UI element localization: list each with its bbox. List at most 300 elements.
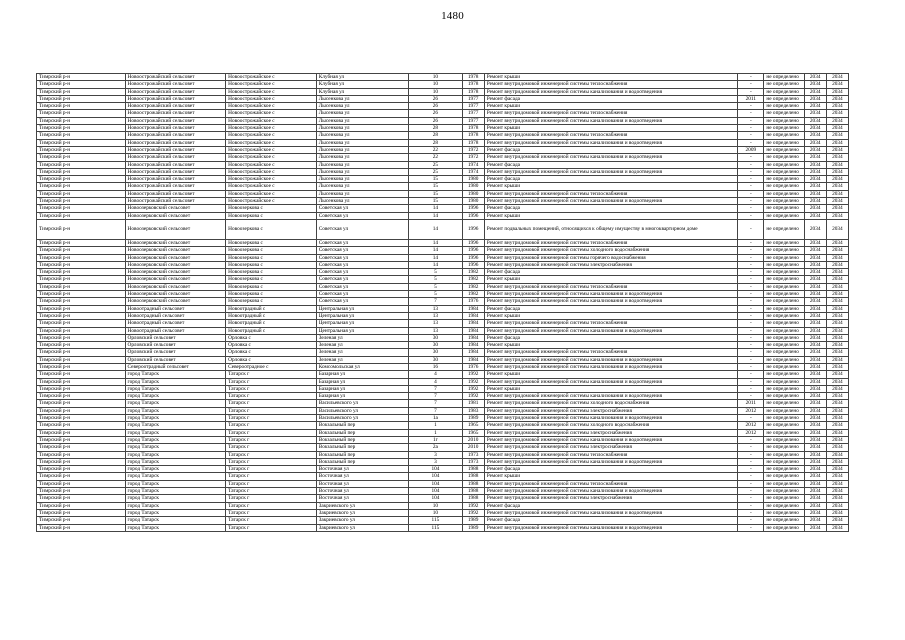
table-row <box>37 356 849 363</box>
plan-start-cell: 2034 <box>804 509 826 516</box>
plan-start-cell: 2034 <box>804 488 826 495</box>
cost-cell: не определено <box>764 422 804 429</box>
work-type-cell: Ремонт фасада <box>484 269 738 276</box>
build-year-cell: 1992 <box>462 371 484 378</box>
work-type-cell: Ремонт внутридомовой инженерной системы теплоснабжения <box>484 349 738 356</box>
district-cell: Тимрский р-н <box>37 349 126 356</box>
district-cell: Тимрский р-н <box>37 219 126 239</box>
cost-cell: не определено <box>764 212 804 219</box>
plan-start-cell: 2034 <box>804 139 826 146</box>
street-cell: Закриевского ул <box>316 524 409 531</box>
work-type-cell: Ремонт внутридомовой инженерной системы теплоснабжения <box>484 132 738 139</box>
locality-cell: Новоострожайское с <box>226 139 317 146</box>
table-row <box>37 400 849 407</box>
plan-start-cell: 2034 <box>804 320 826 327</box>
house-number-cell: 104 <box>409 466 462 473</box>
plan-start-cell: 2034 <box>804 378 826 385</box>
council-cell: Новоострожайский сельсовет <box>125 81 226 88</box>
council-cell: Новоозерковский сельсовет <box>125 276 226 283</box>
last-repair-year-cell: - <box>738 154 764 161</box>
table-body <box>37 74 849 532</box>
cost-cell: не определено <box>764 517 804 524</box>
locality-cell: Орловка с <box>226 342 317 349</box>
street-cell: Лысенкова ул <box>316 198 409 205</box>
cost-cell: не определено <box>764 509 804 516</box>
work-type-cell: Ремонт внутридомовой инженерной системы канализования и водоотведения <box>484 327 738 334</box>
build-year-cell: 1984 <box>462 334 484 341</box>
table-row <box>37 276 849 283</box>
build-year-cell: 2010 <box>462 444 484 451</box>
house-number-cell: 10 <box>409 88 462 95</box>
work-type-cell: Ремонт фасада <box>484 146 738 153</box>
work-type-cell: Ремонт внутридомовой инженерной системы канализования и водоотведения <box>484 363 738 370</box>
plan-start-cell: 2034 <box>804 473 826 480</box>
house-number-cell: 14 <box>409 219 462 239</box>
cost-cell: не определено <box>764 239 804 246</box>
cost-cell: не определено <box>764 125 804 132</box>
plan-start-cell: 2034 <box>804 407 826 414</box>
work-type-cell: Ремонт внутридомовой инженерной системы теплоснабжения <box>484 480 738 487</box>
table-row <box>37 190 849 197</box>
council-cell: город Татарск <box>125 495 226 502</box>
table-row <box>37 146 849 153</box>
locality-cell: Новоострожайское с <box>226 154 317 161</box>
last-repair-year-cell: - <box>738 247 764 254</box>
table-row <box>37 502 849 509</box>
build-year-cell: 1978 <box>462 132 484 139</box>
plan-start-cell: 2034 <box>804 291 826 298</box>
plan-start-cell: 2034 <box>804 269 826 276</box>
repair-schedule-table-wrapper <box>36 73 849 532</box>
cost-cell: не определено <box>764 183 804 190</box>
house-number-cell: 2а <box>409 444 462 451</box>
work-type-cell: Ремонт фасада <box>484 176 738 183</box>
locality-cell: Новоострожайское с <box>226 190 317 197</box>
street-cell: Восточная ул <box>316 495 409 502</box>
plan-start-cell: 2034 <box>804 444 826 451</box>
house-number-cell: 22 <box>409 146 462 153</box>
build-year-cell: 1984 <box>462 327 484 334</box>
plan-start-cell: 2034 <box>804 283 826 290</box>
plan-end-cell: 2034 <box>826 154 848 161</box>
district-cell: Тимрский р-н <box>37 154 126 161</box>
district-cell: Тимрский р-н <box>37 495 126 502</box>
district-cell: Тимрский р-н <box>37 407 126 414</box>
locality-cell: Орловка с <box>226 334 317 341</box>
house-number-cell: 5 <box>409 291 462 298</box>
table-row <box>37 110 849 117</box>
district-cell: Тимрский р-н <box>37 110 126 117</box>
council-cell: город Татарск <box>125 451 226 458</box>
build-year-cell: 1989 <box>462 524 484 531</box>
house-number-cell: 5 <box>409 283 462 290</box>
build-year-cell: 1989 <box>462 415 484 422</box>
locality-cell: Новоозеркова с <box>226 283 317 290</box>
plan-start-cell: 2034 <box>804 183 826 190</box>
table-row <box>37 95 849 102</box>
table-row <box>37 415 849 422</box>
plan-end-cell: 2034 <box>826 276 848 283</box>
cost-cell: не определено <box>764 415 804 422</box>
council-cell: Новоострожайский сельсовет <box>125 103 226 110</box>
council-cell: Новоотрадный сельсовет <box>125 305 226 312</box>
table-row <box>37 103 849 110</box>
work-type-cell: Ремонт крыши <box>484 212 738 219</box>
house-number-cell: 115 <box>409 517 462 524</box>
work-type-cell: Ремонт фасада <box>484 95 738 102</box>
district-cell: Тимрский р-н <box>37 371 126 378</box>
cost-cell: не определено <box>764 146 804 153</box>
work-type-cell: Ремонт внутридомовой инженерной системы канализования и водоотведения <box>484 88 738 95</box>
last-repair-year-cell: - <box>738 276 764 283</box>
work-type-cell: Ремонт крыши <box>484 183 738 190</box>
council-cell: город Татарск <box>125 458 226 465</box>
council-cell: Североотрадный сельсовет <box>125 363 226 370</box>
last-repair-year-cell: - <box>738 436 764 443</box>
last-repair-year-cell: - <box>738 81 764 88</box>
cost-cell: не определено <box>764 356 804 363</box>
district-cell: Тимрский р-н <box>37 168 126 175</box>
cost-cell: не определено <box>764 305 804 312</box>
street-cell: Клубная ул <box>316 88 409 95</box>
plan-start-cell: 2034 <box>804 495 826 502</box>
last-repair-year-cell: - <box>738 283 764 290</box>
locality-cell: Татарск г <box>226 429 317 436</box>
cost-cell: не определено <box>764 298 804 305</box>
build-year-cell: 1988 <box>462 495 484 502</box>
house-number-cell: 14 <box>409 205 462 212</box>
district-cell: Тимрский р-н <box>37 95 126 102</box>
last-repair-year-cell: - <box>738 132 764 139</box>
build-year-cell: 1996 <box>462 212 484 219</box>
street-cell: Комсомольская ул <box>316 363 409 370</box>
street-cell: Базарная ул <box>316 371 409 378</box>
last-repair-year-cell: - <box>738 356 764 363</box>
house-number-cell: 13 <box>409 305 462 312</box>
council-cell: Новоострожайский сельсовет <box>125 190 226 197</box>
house-number-cell: 26 <box>409 103 462 110</box>
council-cell: город Татарск <box>125 488 226 495</box>
work-type-cell: Ремонт фасада <box>484 502 738 509</box>
build-year-cell: 1976 <box>462 363 484 370</box>
district-cell: Тимрский р-н <box>37 436 126 443</box>
locality-cell: Новоострожайское с <box>226 81 317 88</box>
council-cell: Новоострожайский сельсовет <box>125 88 226 95</box>
council-cell: Новоозерковский сельсовет <box>125 283 226 290</box>
cost-cell: не определено <box>764 444 804 451</box>
cost-cell: не определено <box>764 81 804 88</box>
street-cell: Советская ул <box>316 298 409 305</box>
house-number-cell: 13 <box>409 312 462 319</box>
build-year-cell: 1982 <box>462 269 484 276</box>
locality-cell: Татарск г <box>226 502 317 509</box>
last-repair-year-cell: - <box>738 117 764 124</box>
plan-end-cell: 2034 <box>826 117 848 124</box>
work-type-cell: Ремонт внутридомовой инженерной системы горячего водоснабжения <box>484 254 738 261</box>
council-cell: Новоострожайский сельсовет <box>125 198 226 205</box>
council-cell: Новоострожайский сельсовет <box>125 183 226 190</box>
build-year-cell: 1976 <box>462 298 484 305</box>
district-cell: Тимрский р-н <box>37 198 126 205</box>
plan-end-cell: 2034 <box>826 466 848 473</box>
table-row <box>37 139 849 146</box>
last-repair-year-cell: - <box>738 517 764 524</box>
plan-end-cell: 2034 <box>826 342 848 349</box>
district-cell: Тимрский р-н <box>37 305 126 312</box>
table-row <box>37 305 849 312</box>
street-cell: Вокзальный пер <box>316 458 409 465</box>
table-row <box>37 320 849 327</box>
locality-cell: Новоотрадный с <box>226 312 317 319</box>
work-type-cell: Ремонт внутридомовой инженерной системы электроснабжения <box>484 495 738 502</box>
table-row <box>37 239 849 246</box>
district-cell: Тимрский р-н <box>37 205 126 212</box>
last-repair-year-cell: - <box>738 371 764 378</box>
district-cell: Тимрский р-н <box>37 458 126 465</box>
street-cell: Центральная ул <box>316 305 409 312</box>
street-cell: Зеленая ул <box>316 334 409 341</box>
street-cell: Лысенкова ул <box>316 168 409 175</box>
build-year-cell: 1981 <box>462 400 484 407</box>
plan-end-cell: 2034 <box>826 298 848 305</box>
work-type-cell: Ремонт крыши <box>484 385 738 392</box>
council-cell: Орловский сельсовет <box>125 342 226 349</box>
cost-cell: не определено <box>764 283 804 290</box>
work-type-cell: Ремонт внутридомовой инженерной системы канализования и водоотведения <box>484 154 738 161</box>
plan-end-cell: 2034 <box>826 283 848 290</box>
plan-start-cell: 2034 <box>804 132 826 139</box>
locality-cell: Новоозеркова с <box>226 254 317 261</box>
table-row <box>37 176 849 183</box>
last-repair-year-cell: - <box>738 176 764 183</box>
work-type-cell: Ремонт внутридомовой инженерной системы теплоснабжения <box>484 81 738 88</box>
street-cell: Вокзальный пер <box>316 444 409 451</box>
last-repair-year-cell: - <box>738 219 764 239</box>
district-cell: Тимрский р-н <box>37 161 126 168</box>
last-repair-year-cell: 2012 <box>738 407 764 414</box>
street-cell: Лысенкова ул <box>316 154 409 161</box>
house-number-cell: 4 <box>409 371 462 378</box>
locality-cell: Татарск г <box>226 385 317 392</box>
street-cell: Восточная ул <box>316 488 409 495</box>
last-repair-year-cell: - <box>738 363 764 370</box>
build-year-cell: 1977 <box>462 117 484 124</box>
street-cell: Советская ул <box>316 276 409 283</box>
council-cell: Новоострожайский сельсовет <box>125 117 226 124</box>
council-cell: город Татарск <box>125 436 226 443</box>
street-cell: Лысенкова ул <box>316 176 409 183</box>
work-type-cell: Ремонт внутридомовой инженерной системы канализования и водоотведения <box>484 168 738 175</box>
locality-cell: Татарск г <box>226 509 317 516</box>
plan-start-cell: 2034 <box>804 400 826 407</box>
cost-cell: не определено <box>764 247 804 254</box>
last-repair-year-cell: 2012 <box>738 422 764 429</box>
street-cell: Восточная ул <box>316 466 409 473</box>
work-type-cell: Ремонт внутридомовой инженерной системы электроснабжения <box>484 261 738 268</box>
district-cell: Тимрский р-н <box>37 342 126 349</box>
street-cell: Базарная ул <box>316 393 409 400</box>
plan-end-cell: 2034 <box>826 363 848 370</box>
street-cell: Лысенкова ул <box>316 103 409 110</box>
cost-cell: не определено <box>764 466 804 473</box>
council-cell: Новоострожайский сельсовет <box>125 95 226 102</box>
house-number-cell: 1г <box>409 436 462 443</box>
district-cell: Тимрский р-н <box>37 400 126 407</box>
table-row <box>37 524 849 531</box>
street-cell: Клубная ул <box>316 81 409 88</box>
plan-end-cell: 2034 <box>826 176 848 183</box>
cost-cell: не определено <box>764 436 804 443</box>
plan-start-cell: 2034 <box>804 261 826 268</box>
plan-start-cell: 2034 <box>804 276 826 283</box>
build-year-cell: 1984 <box>462 305 484 312</box>
house-number-cell: 104 <box>409 473 462 480</box>
street-cell: Лысенкова ул <box>316 125 409 132</box>
table-row <box>37 495 849 502</box>
district-cell: Тимрский р-н <box>37 415 126 422</box>
council-cell: город Татарск <box>125 407 226 414</box>
district-cell: Тимрский р-н <box>37 183 126 190</box>
street-cell: Советская ул <box>316 205 409 212</box>
district-cell: Тимрский р-н <box>37 363 126 370</box>
build-year-cell: 1978 <box>462 125 484 132</box>
locality-cell: Новоозеркова с <box>226 276 317 283</box>
cost-cell: не определено <box>764 327 804 334</box>
last-repair-year-cell: - <box>738 168 764 175</box>
house-number-cell: 25 <box>409 168 462 175</box>
last-repair-year-cell: - <box>738 502 764 509</box>
build-year-cell: 1996 <box>462 219 484 239</box>
build-year-cell: 1988 <box>462 466 484 473</box>
work-type-cell: Ремонт внутридомовой инженерной системы канализования и водоотведения <box>484 436 738 443</box>
plan-start-cell: 2034 <box>804 247 826 254</box>
cost-cell: не определено <box>764 429 804 436</box>
plan-end-cell: 2034 <box>826 190 848 197</box>
last-repair-year-cell: - <box>738 509 764 516</box>
street-cell: Закриевского ул <box>316 517 409 524</box>
last-repair-year-cell: - <box>738 473 764 480</box>
council-cell: город Татарск <box>125 509 226 516</box>
locality-cell: Североотрадное с <box>226 363 317 370</box>
plan-start-cell: 2034 <box>804 176 826 183</box>
district-cell: Тимрский р-н <box>37 327 126 334</box>
locality-cell: Татарск г <box>226 407 317 414</box>
build-year-cell: 1984 <box>462 356 484 363</box>
plan-end-cell: 2034 <box>826 110 848 117</box>
work-type-cell: Ремонт внутридомовой инженерной системы теплоснабжения <box>484 320 738 327</box>
plan-end-cell: 2034 <box>826 132 848 139</box>
plan-end-cell: 2034 <box>826 212 848 219</box>
plan-end-cell: 2034 <box>826 320 848 327</box>
build-year-cell: 1996 <box>462 239 484 246</box>
locality-cell: Новоозеркова с <box>226 269 317 276</box>
cost-cell: не определено <box>764 176 804 183</box>
work-type-cell: Ремонт внутридомовой инженерной системы канализования и водоотведения <box>484 524 738 531</box>
plan-end-cell: 2034 <box>826 305 848 312</box>
district-cell: Тимрский р-н <box>37 291 126 298</box>
council-cell: Новоозерковский сельсовет <box>125 254 226 261</box>
last-repair-year-cell: 2011 <box>738 400 764 407</box>
locality-cell: Новоотрадный с <box>226 305 317 312</box>
district-cell: Тимрский р-н <box>37 247 126 254</box>
street-cell: Лысенкова ул <box>316 139 409 146</box>
plan-start-cell: 2034 <box>804 312 826 319</box>
build-year-cell: 1988 <box>462 488 484 495</box>
cost-cell: не определено <box>764 139 804 146</box>
build-year-cell: 1984 <box>462 342 484 349</box>
plan-end-cell: 2034 <box>826 146 848 153</box>
build-year-cell: 1992 <box>462 385 484 392</box>
council-cell: Новоозерковский сельсовет <box>125 298 226 305</box>
locality-cell: Новоострожайское с <box>226 74 317 81</box>
house-number-cell: 30 <box>409 356 462 363</box>
last-repair-year-cell: - <box>738 298 764 305</box>
street-cell: Зеленая ул <box>316 342 409 349</box>
district-cell: Тимрский р-н <box>37 429 126 436</box>
house-number-cell: 26 <box>409 95 462 102</box>
work-type-cell: Ремонт внутридомовой инженерной системы канализования и водоотведения <box>484 198 738 205</box>
cost-cell: не определено <box>764 458 804 465</box>
table-row <box>37 349 849 356</box>
last-repair-year-cell: - <box>738 205 764 212</box>
plan-end-cell: 2034 <box>826 393 848 400</box>
locality-cell: Татарск г <box>226 473 317 480</box>
last-repair-year-cell: - <box>738 444 764 451</box>
district-cell: Тимрский р-н <box>37 480 126 487</box>
last-repair-year-cell: - <box>738 261 764 268</box>
locality-cell: Новоострожайское с <box>226 132 317 139</box>
street-cell: Советская ул <box>316 269 409 276</box>
plan-end-cell: 2034 <box>826 95 848 102</box>
locality-cell: Новоострожайское с <box>226 183 317 190</box>
district-cell: Тимрский р-н <box>37 466 126 473</box>
table-row <box>37 283 849 290</box>
street-cell: Восточная ул <box>316 473 409 480</box>
locality-cell: Татарск г <box>226 444 317 451</box>
house-number-cell: 15 <box>409 190 462 197</box>
locality-cell: Татарск г <box>226 415 317 422</box>
street-cell: Зеленая ул <box>316 356 409 363</box>
house-number-cell: 28 <box>409 139 462 146</box>
plan-start-cell: 2034 <box>804 219 826 239</box>
house-number-cell: 104 <box>409 480 462 487</box>
plan-end-cell: 2034 <box>826 74 848 81</box>
locality-cell: Татарск г <box>226 422 317 429</box>
last-repair-year-cell: 2012 <box>738 429 764 436</box>
district-cell: Тимрский р-н <box>37 334 126 341</box>
work-type-cell: Ремонт крыши <box>484 74 738 81</box>
plan-start-cell: 2034 <box>804 480 826 487</box>
council-cell: Новоозерковский сельсовет <box>125 269 226 276</box>
table-row <box>37 385 849 392</box>
house-number-cell: 14 <box>409 254 462 261</box>
plan-end-cell: 2034 <box>826 415 848 422</box>
council-cell: Новоозерковский сельсовет <box>125 247 226 254</box>
work-type-cell: Ремонт фасада <box>484 161 738 168</box>
district-cell: Тимрский р-н <box>37 176 126 183</box>
plan-end-cell: 2034 <box>826 436 848 443</box>
build-year-cell: 1974 <box>462 168 484 175</box>
cost-cell: не определено <box>764 502 804 509</box>
district-cell: Тимрский р-н <box>37 283 126 290</box>
work-type-cell: Ремонт внутридомовой инженерной системы холодного водоснабжения <box>484 400 738 407</box>
cost-cell: не определено <box>764 198 804 205</box>
plan-start-cell: 2034 <box>804 415 826 422</box>
locality-cell: Новоострожайское с <box>226 88 317 95</box>
cost-cell: не определено <box>764 342 804 349</box>
street-cell: Вокзальный пер <box>316 422 409 429</box>
house-number-cell: 104 <box>409 488 462 495</box>
